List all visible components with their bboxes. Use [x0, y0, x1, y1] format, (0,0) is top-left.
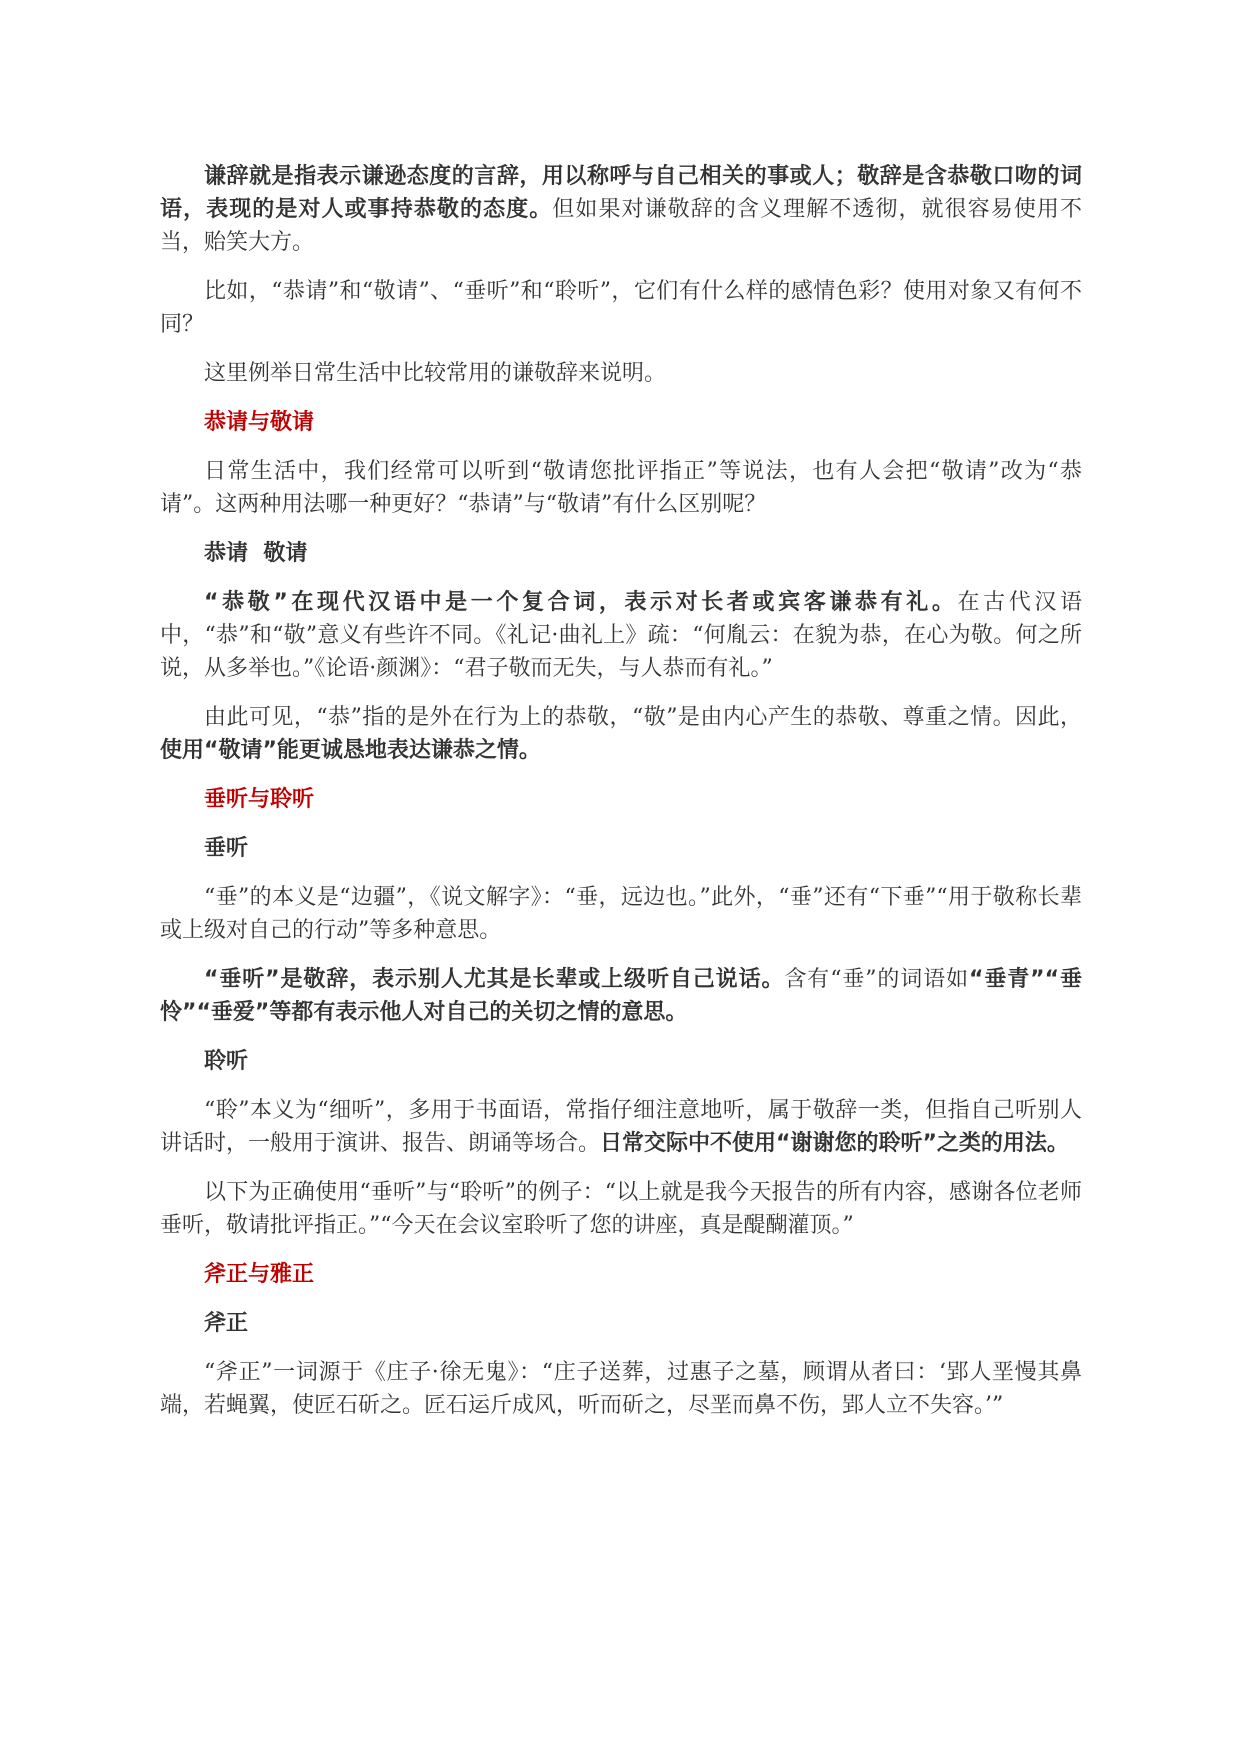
gongjing-conclusion-text: 由此可见，“恭”指的是外在行为上的恭敬，“敬”是由内心产生的恭敬、尊重之情。因此， [204, 705, 1082, 730]
gongjing-conclusion-bold: 使用“敬请”能更诚恳地表达谦恭之情。 [160, 738, 541, 763]
subheading-gongqing-jingqing [160, 537, 1082, 570]
document-page [160, 160, 1082, 1438]
section-heading-chuiting-lingting: 垂听与聆听 [204, 787, 315, 812]
section-heading-fuzheng-yazheng: 斧正与雅正 [204, 1262, 315, 1287]
subheading-fuzheng: 斧正 [204, 1311, 249, 1336]
subheading-lingting: 聆听 [204, 1049, 249, 1074]
gongjing-conclusion-paragraph [160, 701, 1082, 767]
gongqing-intro-paragraph: 日常生活中，我们经常可以听到“敬请您批评指正”等说法，也有人会把“敬请”改为“恭请”。这两种用法哪一种更好？“恭请”与“敬请”有什么区别呢？ [160, 459, 1082, 517]
chuiting-bold-examples: “垂青”“垂怜”“垂爱”等都有表示他人对自己的关切之情的意思。 [160, 967, 1083, 1025]
question-paragraph: 比如，“恭请”和“敬请”、“垂听”和“聆听”，它们有什么样的感情色彩？使用对象又有何不同？ [160, 279, 1082, 337]
chui-meaning-paragraph: “垂”的本义是“边疆”，《说文解字》：“垂，远边也。”此外，“垂”还有“下垂”“用于敬称长辈或上级对自己的行动”等多种意思。 [160, 885, 1082, 943]
explanation-lead-paragraph: 这里例举日常生活中比较常用的谦敬辞来说明。 [204, 361, 667, 386]
gongjing-definition-paragraph [160, 586, 1082, 685]
subheading-chuiting: 垂听 [204, 836, 249, 861]
chuiting-definition-paragraph [160, 963, 1082, 1029]
subheading-gongqing-jingqing-text: 恭请 敬请 [204, 541, 308, 566]
lingting-bold-usage: 日常交际中不使用“谢谢您的聆听”之类的用法。 [600, 1131, 1069, 1156]
chuiting-text: 含有“垂”的词语如 [784, 967, 970, 992]
gongjing-bold-definition: “恭敬”在现代汉语中是一个复合词，表示对长者或宾客谦恭有礼。 [204, 590, 958, 615]
intro-bold-definition: 谦辞就是指表示谦逊态度的言辞，用以称呼与自己相关的事或人；敬辞是含恭敬口吻的词语，表现的是对人或事持恭敬的态度。 [160, 164, 1082, 222]
section-heading-gongqing-jingqing: 恭请与敬请 [204, 410, 315, 435]
lingting-definition-paragraph [160, 1094, 1082, 1160]
usage-examples-paragraph: 以下为正确使用“垂听”与“聆听”的例子：“以上就是我今天报告的所有内容，感谢各位老师垂听，敬请批评指正。”“今天在会议室聆听了您的讲座，真是醍醐灌顶。” [160, 1180, 1082, 1238]
intro-text: 但如果对谦敬辞的含义理解不透彻，就很容易使用不当，贻笑大方。 [160, 197, 1082, 255]
lingting-text: “聆”本义为“细听”，多用于书面语，常指仔细注意地听，属于敬辞一类，但指自己听别人讲话时，一般用于演讲、报告、朗诵等场合。 [160, 1098, 1082, 1156]
chuiting-bold-definition: “垂听”是敬辞，表示别人尤其是长辈或上级听自己说话。 [204, 967, 785, 992]
gongjing-classical-text: 在古代汉语中，“恭”和“敬”意义有些许不同。《礼记·曲礼上》疏：“何胤云：在貌为恭，在心为敬。何之所说，从多举也。”《论语·颜渊》：“君子敬而无失，与人恭而有礼。” [160, 590, 1082, 681]
fuzheng-origin-paragraph: “斧正”一词源于《庄子·徐无鬼》：“庄子送葬，过惠子之墓，顾谓从者曰：‘郢人垩慢其鼻端，若蝇翼，使匠石斫之。匠石运斤成风，听而斫之，尽垩而鼻不伤，郢人立不失容。’” [160, 1360, 1082, 1418]
intro-paragraph [160, 160, 1082, 259]
